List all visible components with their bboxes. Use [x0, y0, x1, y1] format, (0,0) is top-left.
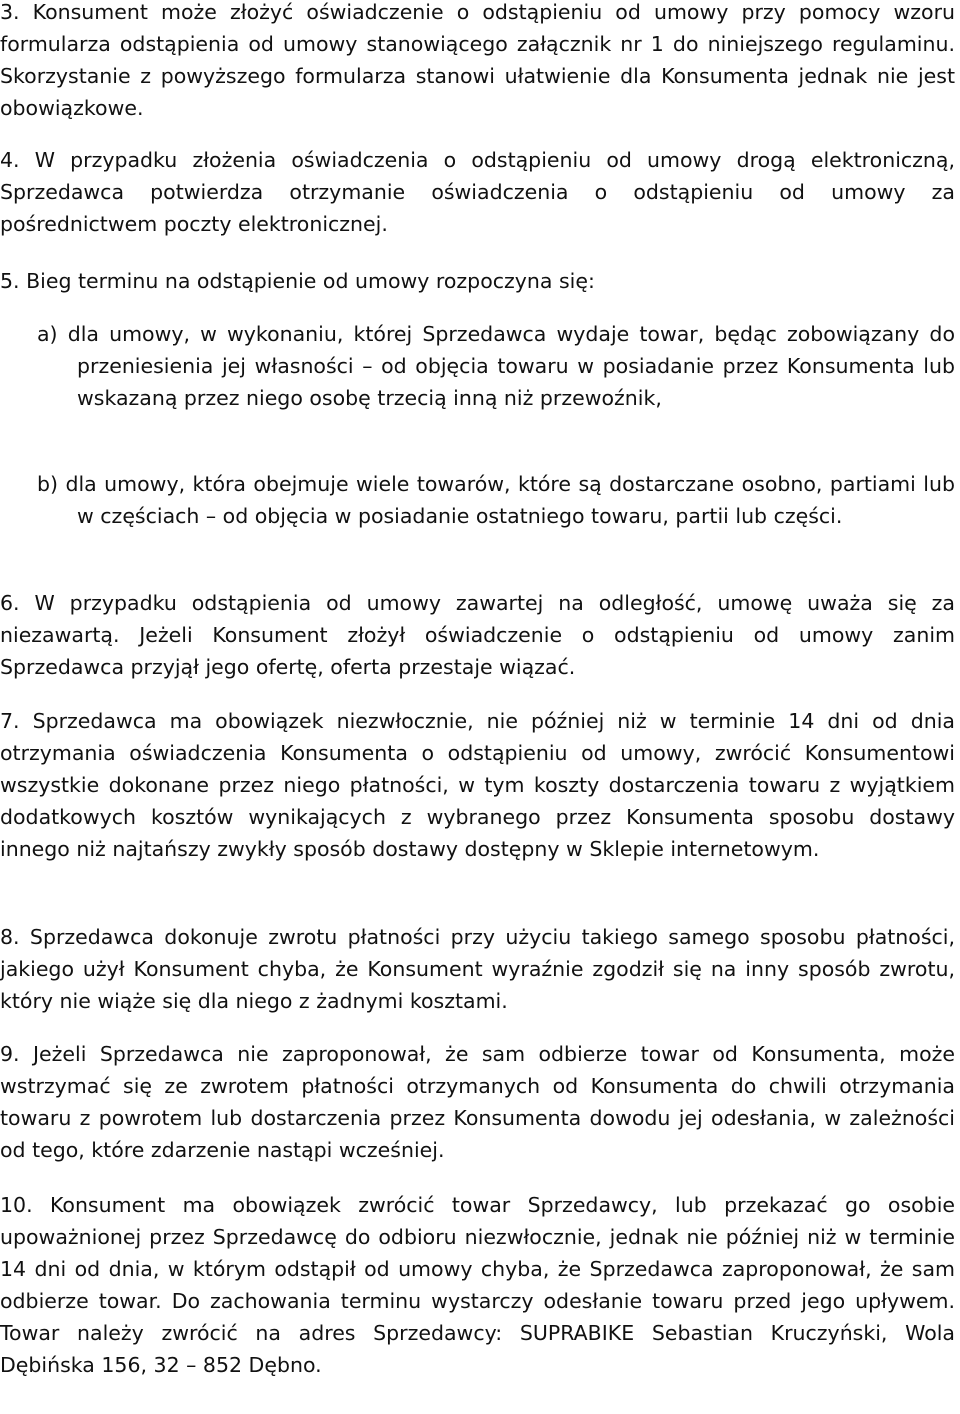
- paragraph-4: 4. W przypadku złożenia oświadczenia o odstąpieniu od umowy drogą elektroniczną, Sprzedawca potwierdza otrzymanie oświadczenia o odstąpieniu od umowy za pośrednictwem poczty elektronicznej.: [0, 148, 955, 236]
- paragraph-5: 5. Bieg terminu na odstąpienie od umowy rozpoczyna się:: [0, 269, 595, 293]
- paragraph-8: 8. Sprzedawca dokonuje zwrotu płatności przy użyciu takiego samego sposobu płatności, jakiego użył Konsument chyba, że Konsument wyraźnie zgodził się na inny sposób zwrotu, który nie wiąże się dla niego z żadnymi kosztami.: [0, 925, 955, 1013]
- paragraph-6: 6. W przypadku odstąpienia od umowy zawartej na odległość, umowę uważa się za niezawartą. Jeżeli Konsument złożył oświadczenie o odstąpieniu od umowy zanim Sprzedawca przyjął jego ofertę, oferta przestaje wiązać.: [0, 591, 955, 679]
- paragraph-5b: b) dla umowy, która obejmuje wiele towarów, które są dostarczane osobno, partiami lub w częściach – od objęcia w posiadanie ostatniego towaru, partii lub części.: [37, 472, 955, 528]
- paragraph-3: 3. Konsument może złożyć oświadczenie o odstąpieniu od umowy przy pomocy wzoru formularza odstąpienia od umowy stanowiącego załącznik nr 1 do niniejszego regulaminu. Skorzystanie z powyższego formularza stanowi ułatwienie dla Konsumenta jednak nie jest obowiązkowe.: [0, 0, 955, 120]
- paragraph-5a: a) dla umowy, w wykonaniu, której Sprzedawca wydaje towar, będąc zobowiązany do przeniesienia jej własności – od objęcia towaru w posiadanie przez Konsumenta lub wskazaną przez niego osobę trzecią inną niż przewoźnik,: [37, 322, 955, 410]
- paragraph-7: 7. Sprzedawca ma obowiązek niezwłocznie, nie później niż w terminie 14 dni od dnia otrzymania oświadczenia Konsumenta o odstąpieniu od umowy, zwrócić Konsumentowi wszystkie dokonane przez niego płatności, w tym koszty dostarczenia towaru z wyjątkiem dodatkowych kosztów wynikających z wybranego przez Konsumenta sposobu dostawy innego niż najtańszy zwykły sposób dostawy dostępny w Sklepie internetowym.: [0, 709, 955, 861]
- paragraph-9: 9. Jeżeli Sprzedawca nie zaproponował, że sam odbierze towar od Konsumenta, może wstrzymać się ze zwrotem płatności otrzymanych od Konsumenta do chwili otrzymania towaru z powrotem lub dostarczenia przez Konsumenta dowodu jej odesłania, w zależności od tego, które zdarzenie nastąpi wcześniej.: [0, 1042, 955, 1162]
- paragraph-10: 10. Konsument ma obowiązek zwrócić towar Sprzedawcy, lub przekazać go osobie upoważnionej przez Sprzedawcę do odbioru niezwłocznie, jednak nie później niż w terminie 14 dni od dnia, w którym odstąpił od umowy chyba, że Sprzedawca zaproponował, że sam odbierze towar. Do zachowania terminu wystarczy odesłanie towaru przed jego upływem. Towar należy zwrócić na adres Sprzedawcy: SUPRABIKE Sebastian Kruczyński, Wola Dębińska 156, 32 – 852 Dębno.: [0, 1193, 955, 1377]
